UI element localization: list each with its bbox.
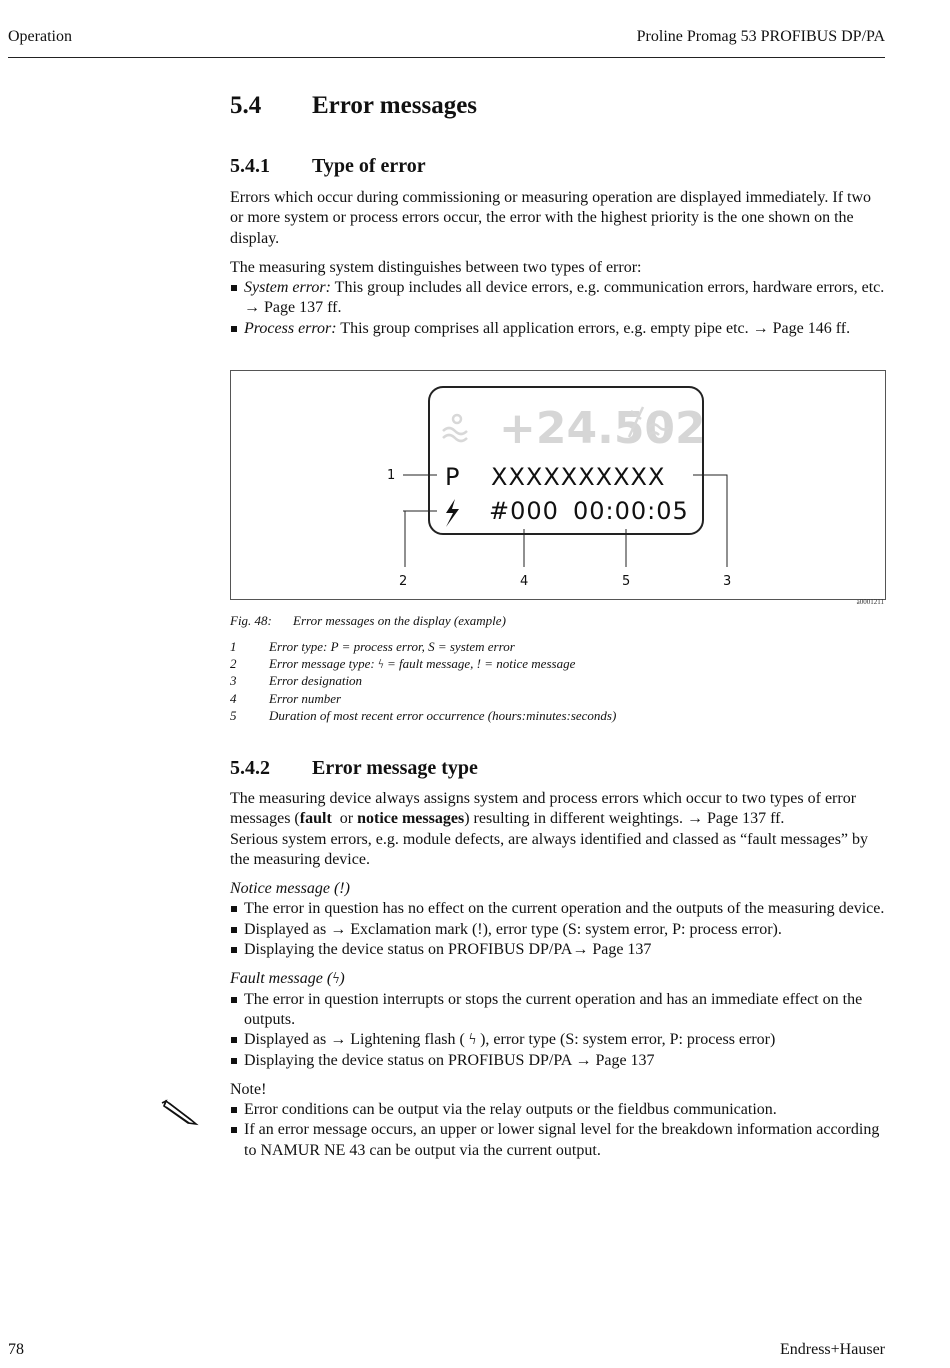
list-item [230,319,885,339]
subsection-title: Error message type [312,757,478,779]
callout-5: 5 [622,574,631,589]
process-error-text: This group comprises all application errors, e.g. empty pipe etc. → Page 146 ff. [336,319,851,337]
figure-legend [230,638,616,724]
list-item: If an error message occurs, an upper or lower signal level for the breakdown information according to NAMUR NE 43 can be output via the current output. [230,1120,885,1161]
notice-message-list [230,899,885,960]
callout-3: 3 [723,574,732,589]
subsection-title: Type of error [312,155,426,177]
legend-text: Error message type: ϟ = fault message, ! = notice message [269,656,576,672]
fault-term: fault [299,810,332,828]
type-of-error-lead: The measuring system distinguishes between two types of error: [230,258,642,276]
legend-row [230,690,616,707]
list-item: Displayed as → Lightening flash ( ϟ ), error type (S: system error, P: process error) [230,1030,885,1050]
fault-message-list [230,990,885,1071]
callout-4: 4 [520,574,529,589]
callout-1: 1 [387,468,396,483]
error-message-type-body [230,789,885,1161]
note-list [230,1100,885,1161]
error-number-text: #000 [489,497,559,525]
intro-text: or [331,810,358,828]
header-chapter: Operation [8,28,72,45]
legend-row [230,672,616,689]
caption-number: Fig. 48: [230,613,272,628]
subsection-heading-type-of-error [230,155,426,178]
error-message-type-serious: Serious system errors, e.g. module defects, are always identified and classed as “fault messages” by the measuring device. [230,830,869,868]
list-item [230,278,885,319]
list-item: The error in question interrupts or stops the current operation and has an immediate effect on the outputs. [230,990,885,1031]
section-title: Error messages [312,92,478,119]
callout-2: 2 [399,574,408,589]
list-item: Displaying the device status on PROFIBUS DP/PA → Page 137 [230,1051,885,1071]
legend-number: 4 [230,690,237,706]
legend-text: Duration of most recent error occurrence (hours:minutes:seconds) [269,707,617,723]
subsection-heading-error-message-type [230,757,478,780]
legend-row [230,707,616,724]
page-number: 78 [8,1341,24,1358]
type-of-error-body [230,188,885,339]
type-of-error-intro: Errors which occur during commissioning or measuring operation are displayed immediately. If two or more system or process errors occur, the error with the highest priority is the one shown on the display. [230,189,872,247]
notice-message-heading: Notice message (!) [230,880,350,898]
display-diagram [231,371,885,599]
error-message-type-intro [230,789,885,830]
figure-caption [230,613,506,629]
legend-number: 5 [230,707,237,723]
error-type-letter: P [445,463,460,491]
error-duration-text: 00:00:05 [573,497,689,525]
legend-text: Error designation [269,673,363,689]
legend-number: 2 [230,656,237,672]
error-designation-text: XXXXXXXXXX [491,463,666,491]
pencil-icon [160,1097,200,1127]
figure-id: a0001211 [856,598,884,606]
legend-number: 1 [230,639,237,654]
system-error-text: This group includes all device errors, e.g. communication errors, hardware errors, etc. → Page 137 ff. [244,279,885,317]
display-value: +24.502 [499,403,706,454]
system-error-label: System error: [244,279,331,297]
footer-brand: Endress+Hauser [780,1341,885,1358]
error-type-list [230,278,885,339]
list-item: Error conditions can be output via the relay outputs or the fieldbus communication. [230,1100,885,1120]
legend-row [230,655,616,672]
fault-message-heading: Fault message (ϟ) [230,970,345,988]
list-item: Displayed as → Exclamation mark (!), error type (S: system error, P: process error). [230,920,885,940]
header-rule [8,57,885,58]
subsection-number: 5.4.1 [230,155,270,177]
section-number: 5.4 [230,92,262,119]
intro-text: ) resulting in different weightings. → Page 137 ff. [464,810,785,828]
notice-term: notice messages [357,810,465,828]
display-figure [230,370,886,600]
legend-text: Error type: P = process error, S = system error [269,639,515,654]
legend-row [230,638,616,655]
intro-text: The measuring device always assigns system and process errors which occur to two types of error messages ( [230,790,857,828]
list-item: Displaying the device status on PROFIBUS DP/PA→ Page 137 [230,940,885,960]
header-product: Proline Promag 53 PROFIBUS DP/PA [636,28,885,45]
legend-text: Error number [269,690,342,706]
list-item: The error in question has no effect on the current operation and the outputs of the measuring device. [230,899,885,919]
subsection-number: 5.4.2 [230,757,270,779]
caption-text: Error messages on the display (example) [293,613,506,628]
process-error-label: Process error: [244,319,337,337]
section-heading [230,92,477,120]
note-heading: Note! [230,1080,267,1098]
legend-number: 3 [230,673,237,689]
